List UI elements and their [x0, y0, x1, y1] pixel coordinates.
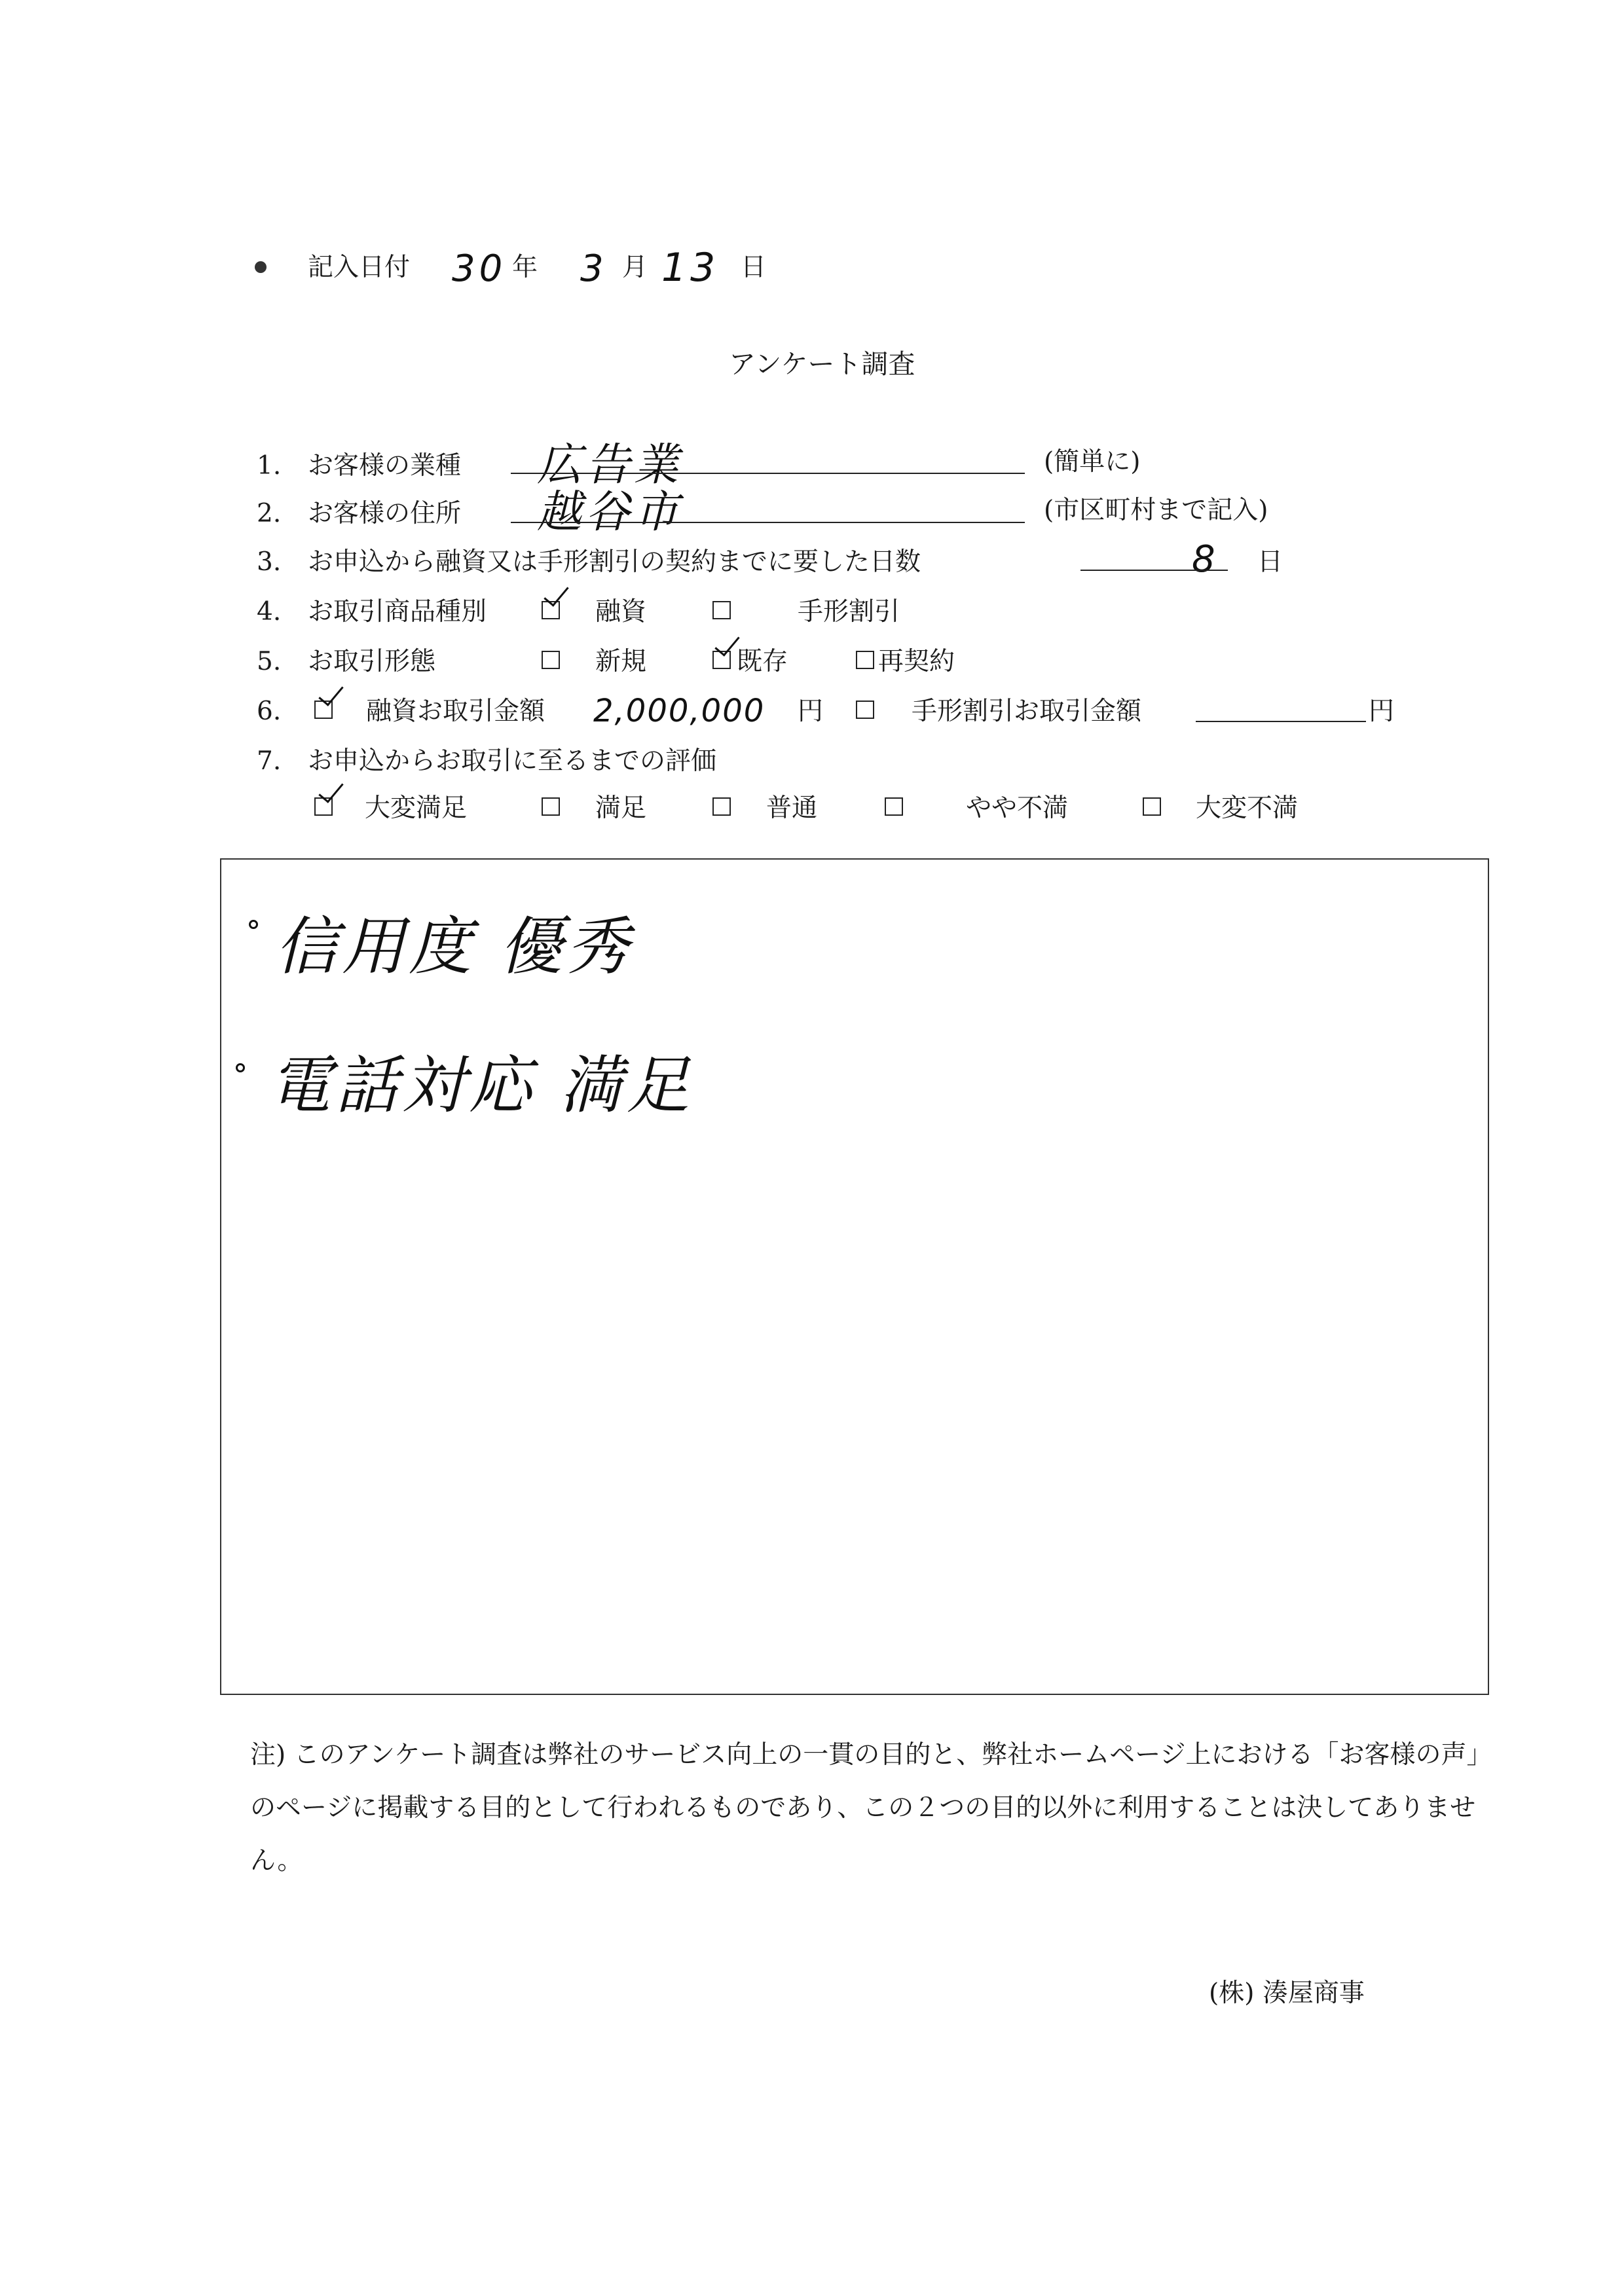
entry-date-label: 記入日付 — [308, 253, 411, 282]
q3-number: 3. — [257, 547, 282, 577]
q6-loan-label: 融資お取引金額 — [366, 697, 545, 726]
q2-label: お客様の住所 — [308, 499, 462, 528]
q4-option-bill-checkbox[interactable] — [712, 601, 731, 619]
q6-loan-unit: 円 — [798, 697, 824, 726]
q6-loan-amount[interactable]: 2,000,000 — [593, 693, 766, 729]
q2-answer-line — [511, 522, 1025, 523]
comment-line-1: 信用度 優秀 — [275, 910, 633, 983]
entry-date-day-value[interactable]: 13 — [661, 245, 720, 291]
q7-option-somewhat-dissatisfied-checkbox[interactable] — [885, 797, 903, 816]
entry-date-month-value[interactable]: 3 — [580, 247, 608, 290]
entry-date-year-value[interactable]: 30 — [452, 247, 507, 290]
q5-label: お取引形態 — [308, 647, 436, 676]
comment-line-2: 電話対応 満足 — [268, 1049, 693, 1122]
q4-option-bill-label: 手形割引 — [798, 597, 900, 627]
q6-bill-checkbox[interactable] — [856, 701, 874, 719]
q3-unit: 日 — [1257, 547, 1283, 577]
q1-hint: (簡単に) — [1044, 447, 1141, 477]
page-title: アンケート調査 — [729, 348, 915, 380]
q7-option-somewhat-dissatisfied-label: やや不満 — [966, 793, 1069, 823]
q5-option-renewal-label: 再契約 — [878, 647, 955, 676]
entry-date-year-unit: 年 — [512, 253, 538, 282]
q7-label: お申込からお取引に至るまでの評価 — [308, 746, 717, 776]
q1-answer-line — [511, 473, 1025, 474]
q4-number: 4. — [257, 597, 282, 627]
q6-number: 6. — [257, 697, 282, 726]
entry-date-month-unit: 月 — [622, 253, 648, 282]
q7-option-satisfied-label: 満足 — [595, 793, 647, 823]
q5-option-existing-label: 既存 — [737, 647, 788, 676]
bullet-dot-icon — [255, 261, 267, 273]
q7-option-very-dissatisfied-label: 大変不満 — [1196, 793, 1299, 823]
q1-answer[interactable]: 広告業 — [537, 439, 683, 491]
q1-number: 1. — [257, 451, 282, 481]
q5-option-renewal-checkbox[interactable] — [856, 651, 874, 669]
q3-answer[interactable]: 8 — [1192, 538, 1219, 581]
q2-hint: (市区町村まで記入) — [1044, 496, 1268, 525]
q7-option-average-checkbox[interactable] — [712, 797, 731, 816]
q2-answer[interactable]: 越谷市 — [537, 486, 683, 538]
comment-bullet-icon — [249, 920, 258, 929]
q4-option-loan-label: 融資 — [595, 597, 647, 627]
q5-option-new-checkbox[interactable] — [542, 651, 560, 669]
q2-number: 2. — [257, 499, 282, 528]
comment-bullet-icon — [236, 1063, 245, 1072]
entry-date-day-unit: 日 — [741, 253, 767, 282]
q6-bill-label: 手形割引お取引金額 — [912, 697, 1142, 726]
q7-option-very-dissatisfied-checkbox[interactable] — [1143, 797, 1161, 816]
q5-option-new-label: 新規 — [595, 647, 647, 676]
q3-answer-line — [1080, 570, 1228, 571]
q6-bill-unit: 円 — [1369, 697, 1395, 726]
company-name: (株) 湊屋商事 — [1209, 1978, 1365, 2008]
q1-label: お客様の業種 — [308, 451, 462, 481]
q7-option-very-satisfied-label: 大変満足 — [365, 793, 468, 823]
q7-option-satisfied-checkbox[interactable] — [542, 797, 560, 816]
q7-number: 7. — [257, 746, 282, 776]
q6-bill-amount-line — [1196, 721, 1366, 722]
footnote: 注) このアンケート調査は弊社のサービス向上の一貫の目的と、弊社ホームページ上における「お客様の声」のページに掲載する目的として行われるものであり、この２つの目的以外に利用することは決してありません。 — [250, 1740, 1492, 1876]
q7-option-average-label: 普通 — [766, 793, 818, 823]
q4-label: お取引商品種別 — [308, 597, 487, 627]
q5-number: 5. — [257, 647, 282, 676]
q3-label: お申込から融資又は手形割引の契約までに要した日数 — [308, 547, 921, 577]
